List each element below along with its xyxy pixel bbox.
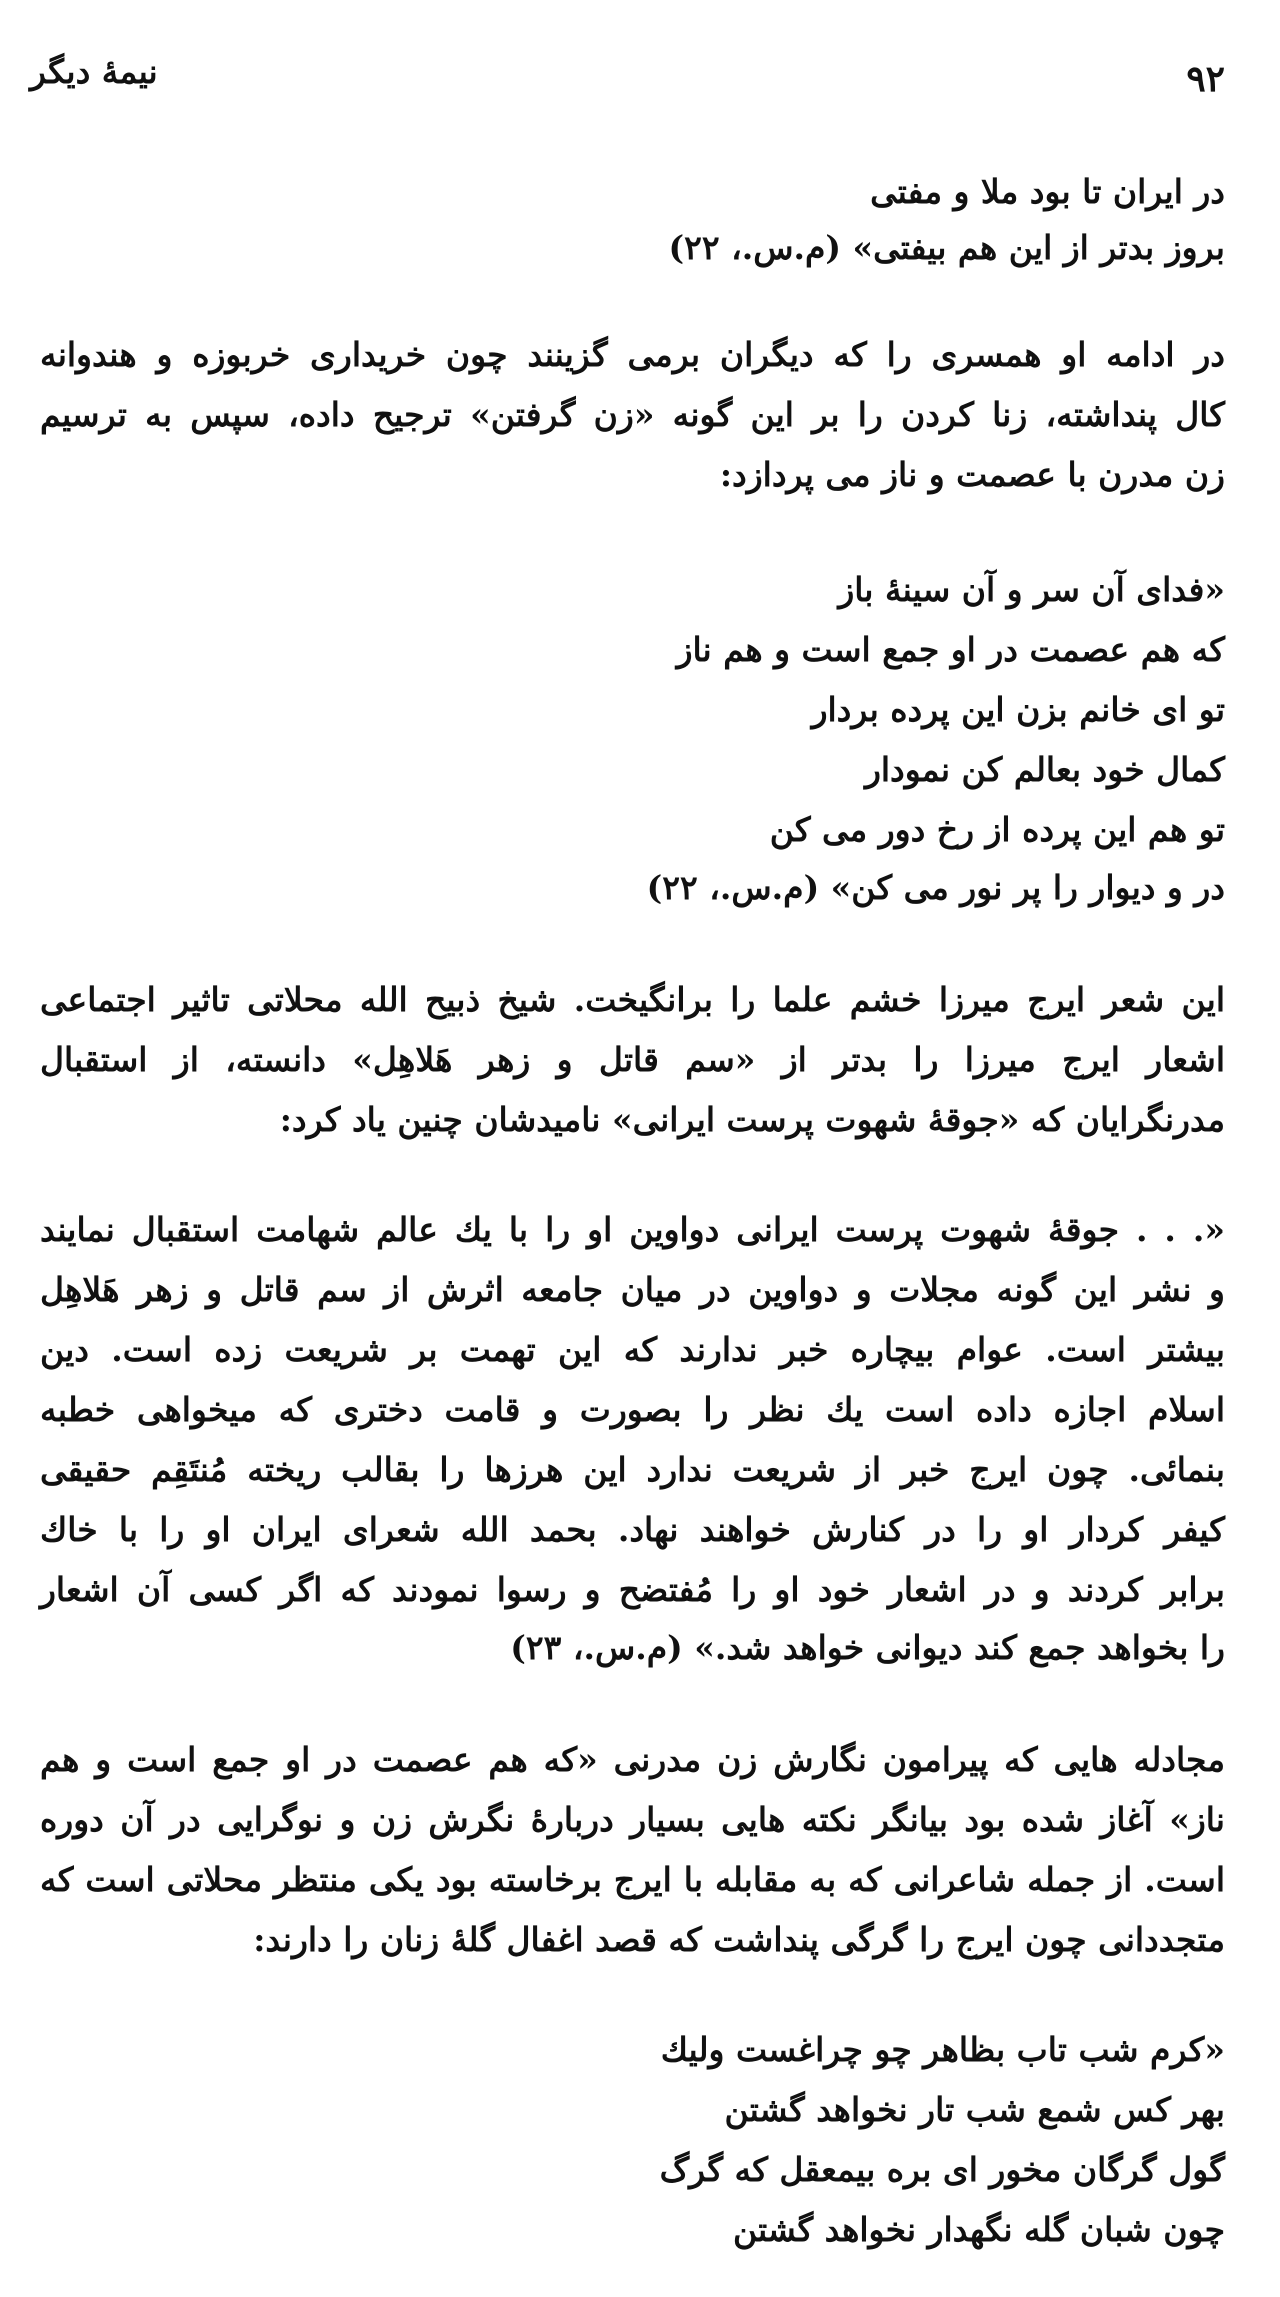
paragraph-line: این شعر ایرج میرزا خشم علما را برانگیخت. شیخ ذبیح الله محلاتی تاثیر اجتماعی: [40, 980, 1225, 1019]
quote-line: اسلام اجازه داده است یك نظر را بصورت و قامت دختری که میخواهی خطبه: [40, 1390, 1225, 1429]
paragraph-line: مدرنگرایان که «جوقهٔ شهوت پرست ایرانی» نامیدشان چنین یاد کرد:: [279, 1100, 1225, 1139]
quote-line: را بخواهد جمع کند دیوانی خواهد شد.» (م.س.، ۲۳): [510, 1628, 1225, 1667]
quote-line: بنمائی. چون ایرج خبر از شریعت ندارد این هرزها را بقالب ریخته مُنتَقِم حقیقی: [40, 1450, 1225, 1489]
quote-line: «. . . جوقهٔ شهوت پرست ایرانی دواوین او را با یك عالم شهامت استقبال نمایند: [40, 1210, 1225, 1249]
verse-line: بهر کس شمع شب تار نخواهد گشتن: [724, 2090, 1225, 2129]
page-number: ۹۲: [1186, 58, 1225, 100]
verse-line: بروز بدتر از این هم بیفتی» (م.س.، ۲۲): [668, 228, 1225, 267]
paragraph-line: ناز» آغاز شده بود بیانگر نکته هایی بسیار دربارهٔ نگرش زن و نوگرایی در آن دوره: [40, 1800, 1225, 1839]
paragraph-line: است. از جمله شاعرانی که به مقابله با ایرج برخاسته بود یکی منتظر محلاتی است که: [40, 1860, 1225, 1899]
verse-line: «فدای آن سر و آن سینهٔ باز: [838, 570, 1225, 609]
quote-line: کیفر کردار او را در کنارش خواهند نهاد. بحمد الله شعرای ایران او را با خاك: [40, 1510, 1225, 1549]
verse-line: در و دیوار را پر نور می کن» (م.س.، ۲۲): [646, 868, 1225, 907]
verse-line: در ایران تا بود ملا و مفتی: [870, 172, 1225, 211]
verse-line: چون شبان گله نگهدار نخواهد گشتن: [732, 2210, 1225, 2249]
paragraph-line: زن مدرن با عصمت و ناز می پردازد:: [719, 455, 1225, 494]
quote-line: برابر کردند و در اشعار خود او را مُفتضح و رسوا نمودند که اگر کسی آن اشعار: [40, 1570, 1225, 1609]
paragraph-line: کال پنداشته، زنا کردن را بر این گونه «زن گرفتن» ترجیح داده، سپس به ترسیم: [40, 395, 1226, 434]
paragraph-line: متجددانی چون ایرج را گرگی پنداشت که قصد اغفال گلهٔ زنان را دارند:: [253, 1920, 1225, 1959]
paragraph-line: در ادامه او همسری را که دیگران برمی گزینند چون خریداری خربوزه و هندوانه: [40, 335, 1225, 374]
verse-line: کمال خود بعالم کن نمودار: [864, 750, 1225, 789]
quote-line: و نشر این گونه مجلات و دواوین در میان جامعه اثرش از سم قاتل و زهر هَلاهِل: [40, 1270, 1225, 1309]
paragraph-line: مجادله هایی که پیرامون نگارش زن مدرنی «که هم عصمت در او جمع است و هم: [40, 1740, 1225, 1779]
verse-line: گول گرگان مخور ای بره بیمعقل که گرگ: [659, 2150, 1225, 2189]
verse-line: «کرم شب تاب بظاهر چو چراغست ولیك: [660, 2030, 1225, 2069]
verse-line: تو ای خانم بزن این پرده بردار: [811, 690, 1225, 729]
quote-line: بیشتر است. عوام بیچاره خبر ندارند که این تهمت بر شریعت زده است. دین: [40, 1330, 1225, 1369]
verse-line: که هم عصمت در او جمع است و هم ناز: [676, 630, 1225, 669]
paragraph-line: اشعار ایرج میرزا را بدتر از «سم قاتل و زهر هَلاهِل» دانسته، از استقبال: [40, 1040, 1225, 1079]
running-header-title: نیمهٔ دیگر: [30, 52, 158, 91]
verse-line: تو هم این پرده از رخ دور می کن: [769, 810, 1225, 849]
